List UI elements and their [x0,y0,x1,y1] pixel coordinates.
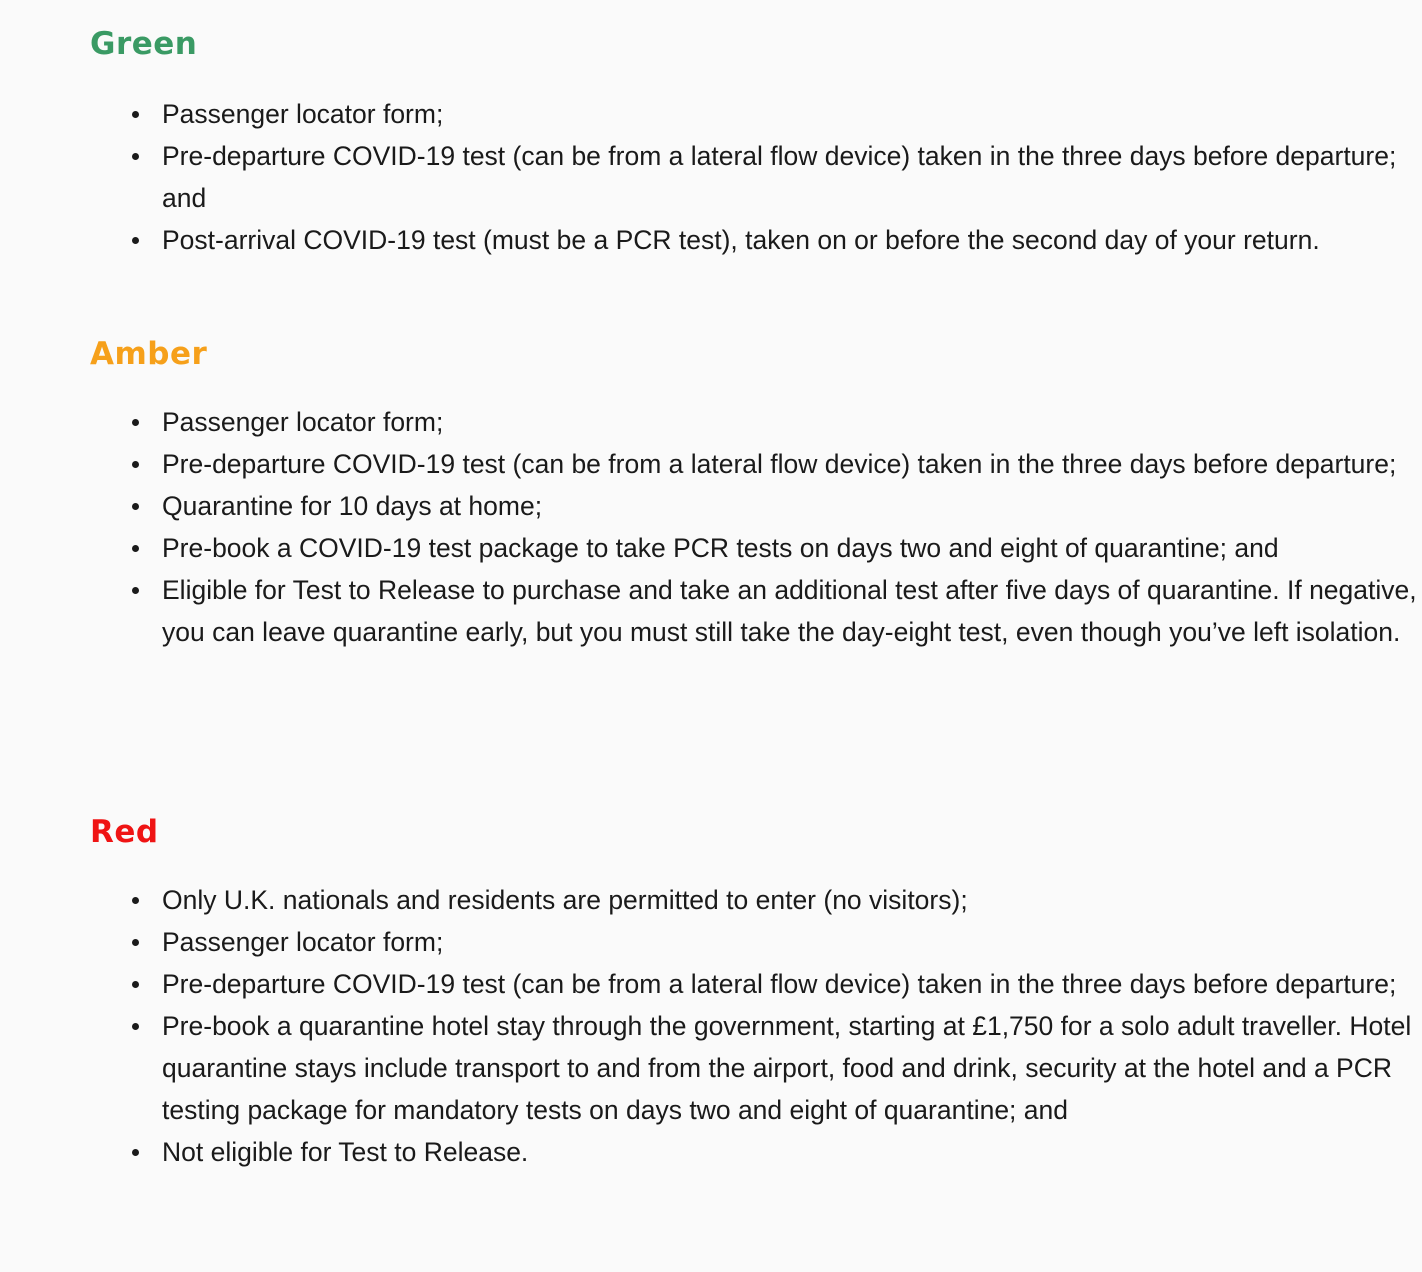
list-item [162,963,1422,1005]
list-item-text: Pre-departure COVID-19 test (can be from a lateral flow device) taken in the three days before departure; and [162,141,1397,213]
bullet-icon [132,587,139,594]
bullet-icon [132,111,139,118]
list-item-text: Pre-departure COVID-19 test (can be from a lateral flow device) taken in the three days before departure; [162,969,1397,999]
list-item-text: Passenger locator form; [162,927,444,957]
list-item-text: Post-arrival COVID-19 test (must be a PCR test), taken on or before the second day of your return. [162,225,1320,255]
bullet-icon [132,503,139,510]
list-item [162,93,1422,135]
list-item-text: Only U.K. nationals and residents are permitted to enter (no visitors); [162,885,968,915]
bullet-icon [132,1149,139,1156]
list-item-text: Pre-book a COVID-19 test package to take PCR tests on days two and eight of quarantine; and [162,533,1279,563]
list-item [162,1131,1422,1173]
list-item-text: Pre-departure COVID-19 test (can be from a lateral flow device) taken in the three days before departure; [162,449,1397,479]
bullet-icon [132,419,139,426]
section-heading-red: Red [90,814,159,850]
list-item-text: Passenger locator form; [162,99,444,129]
bullet-icon [132,237,139,244]
list-item [162,135,1422,219]
list-item-text: Passenger locator form; [162,407,444,437]
list-item [162,1005,1422,1131]
bullet-icon [132,939,139,946]
bullet-icon [132,153,139,160]
list-item [162,443,1422,485]
list-item [162,569,1422,653]
list-item [162,527,1422,569]
section-heading-amber: Amber [90,336,208,372]
rules-list-green [90,93,1422,261]
list-item [162,401,1422,443]
list-item-text: Eligible for Test to Release to purchase and take an additional test after five days of quarantine. If negative, you can leave quarantine early, but you must still take the day-eight test, even though you’ve left isolation. [162,575,1417,647]
bullet-icon [132,981,139,988]
rules-list-red [90,879,1422,1173]
list-item [162,921,1422,963]
list-item-text: Pre-book a quarantine hotel stay through the government, starting at £1,750 for a solo adult traveller. Hotel quarantine stays include transport to and from the airport, food and drink, security at the hotel and a PCR testing package for mandatory tests on days two and eight of quarantine; and [162,1011,1412,1125]
bullet-icon [132,1023,139,1030]
bullet-icon [132,545,139,552]
section-heading-green: Green [90,26,198,62]
rules-list-amber [90,401,1422,653]
list-item [162,219,1422,261]
list-item-text: Quarantine for 10 days at home; [162,491,543,521]
list-item-text: Not eligible for Test to Release. [162,1137,529,1167]
bullet-icon [132,461,139,468]
list-item [162,485,1422,527]
list-item [162,879,1422,921]
bullet-icon [132,897,139,904]
